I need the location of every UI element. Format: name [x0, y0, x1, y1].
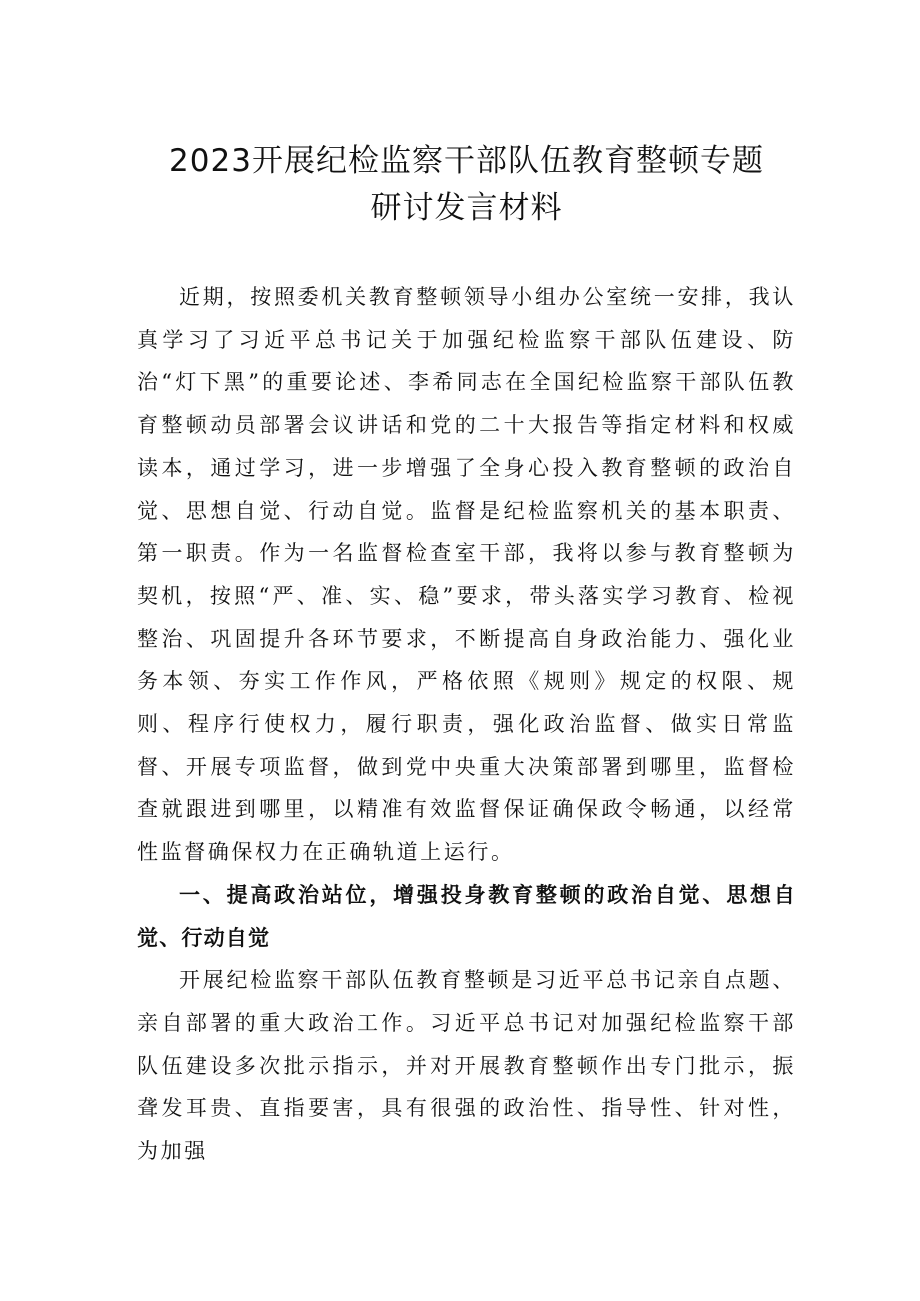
document-title	[137, 138, 796, 232]
paragraph-section-1: 开展纪检监察干部队伍教育整顿是习近平总书记亲自点题、亲自部署的重大政治工作。习近平总书记对加强纪检监察干部队伍建设多次批示指示，并对开展教育整顿作出专门批示，振聋发耳贵、直指要害，具有很强的政治性、指导性、针对性，为加强	[137, 968, 796, 1164]
title-line-1: 2023开展纪检监察干部队伍教育整顿专题	[169, 143, 764, 179]
section-heading-1: 一、提高政治站位，增强投身教育整顿的政治自觉、思想自觉、行动自觉	[137, 882, 796, 950]
document-body	[137, 276, 796, 1173]
title-line-2: 研讨发言材料	[370, 190, 563, 226]
paragraph-intro: 近期，按照委机关教育整顿领导小组办公室统一安排，我认真学习了习近平总书记关于加强纪检监察干部队伍建设、防治“灯下黑”的重要论述、李希同志在全国纪检监察干部队伍教育整顿动员部署会议讲话和党的二十大报告等指定材料和权威读本，通过学习，进一步增强了全身心投入教育整顿的政治自觉、思想自觉、行动自觉。监督是纪检监察机关的基本职责、第一职责。作为一名监督检查室干部，我将以参与教育整顿为契机，按照“严、准、实、稳”要求，带头落实学习教育、检视整治、巩固提升各环节要求，不断提高自身政治能力、强化业务本领、夯实工作作风，严格依照《规则》规定的权限、规则、程序行使权力，履行职责，强化政治监督、做实日常监督、开展专项监督，做到党中央重大决策部署到哪里，监督检查就跟进到哪里，以精准有效监督保证确保政令畅通，以经常性监督确保权力在正确轨道上运行。	[137, 285, 796, 865]
